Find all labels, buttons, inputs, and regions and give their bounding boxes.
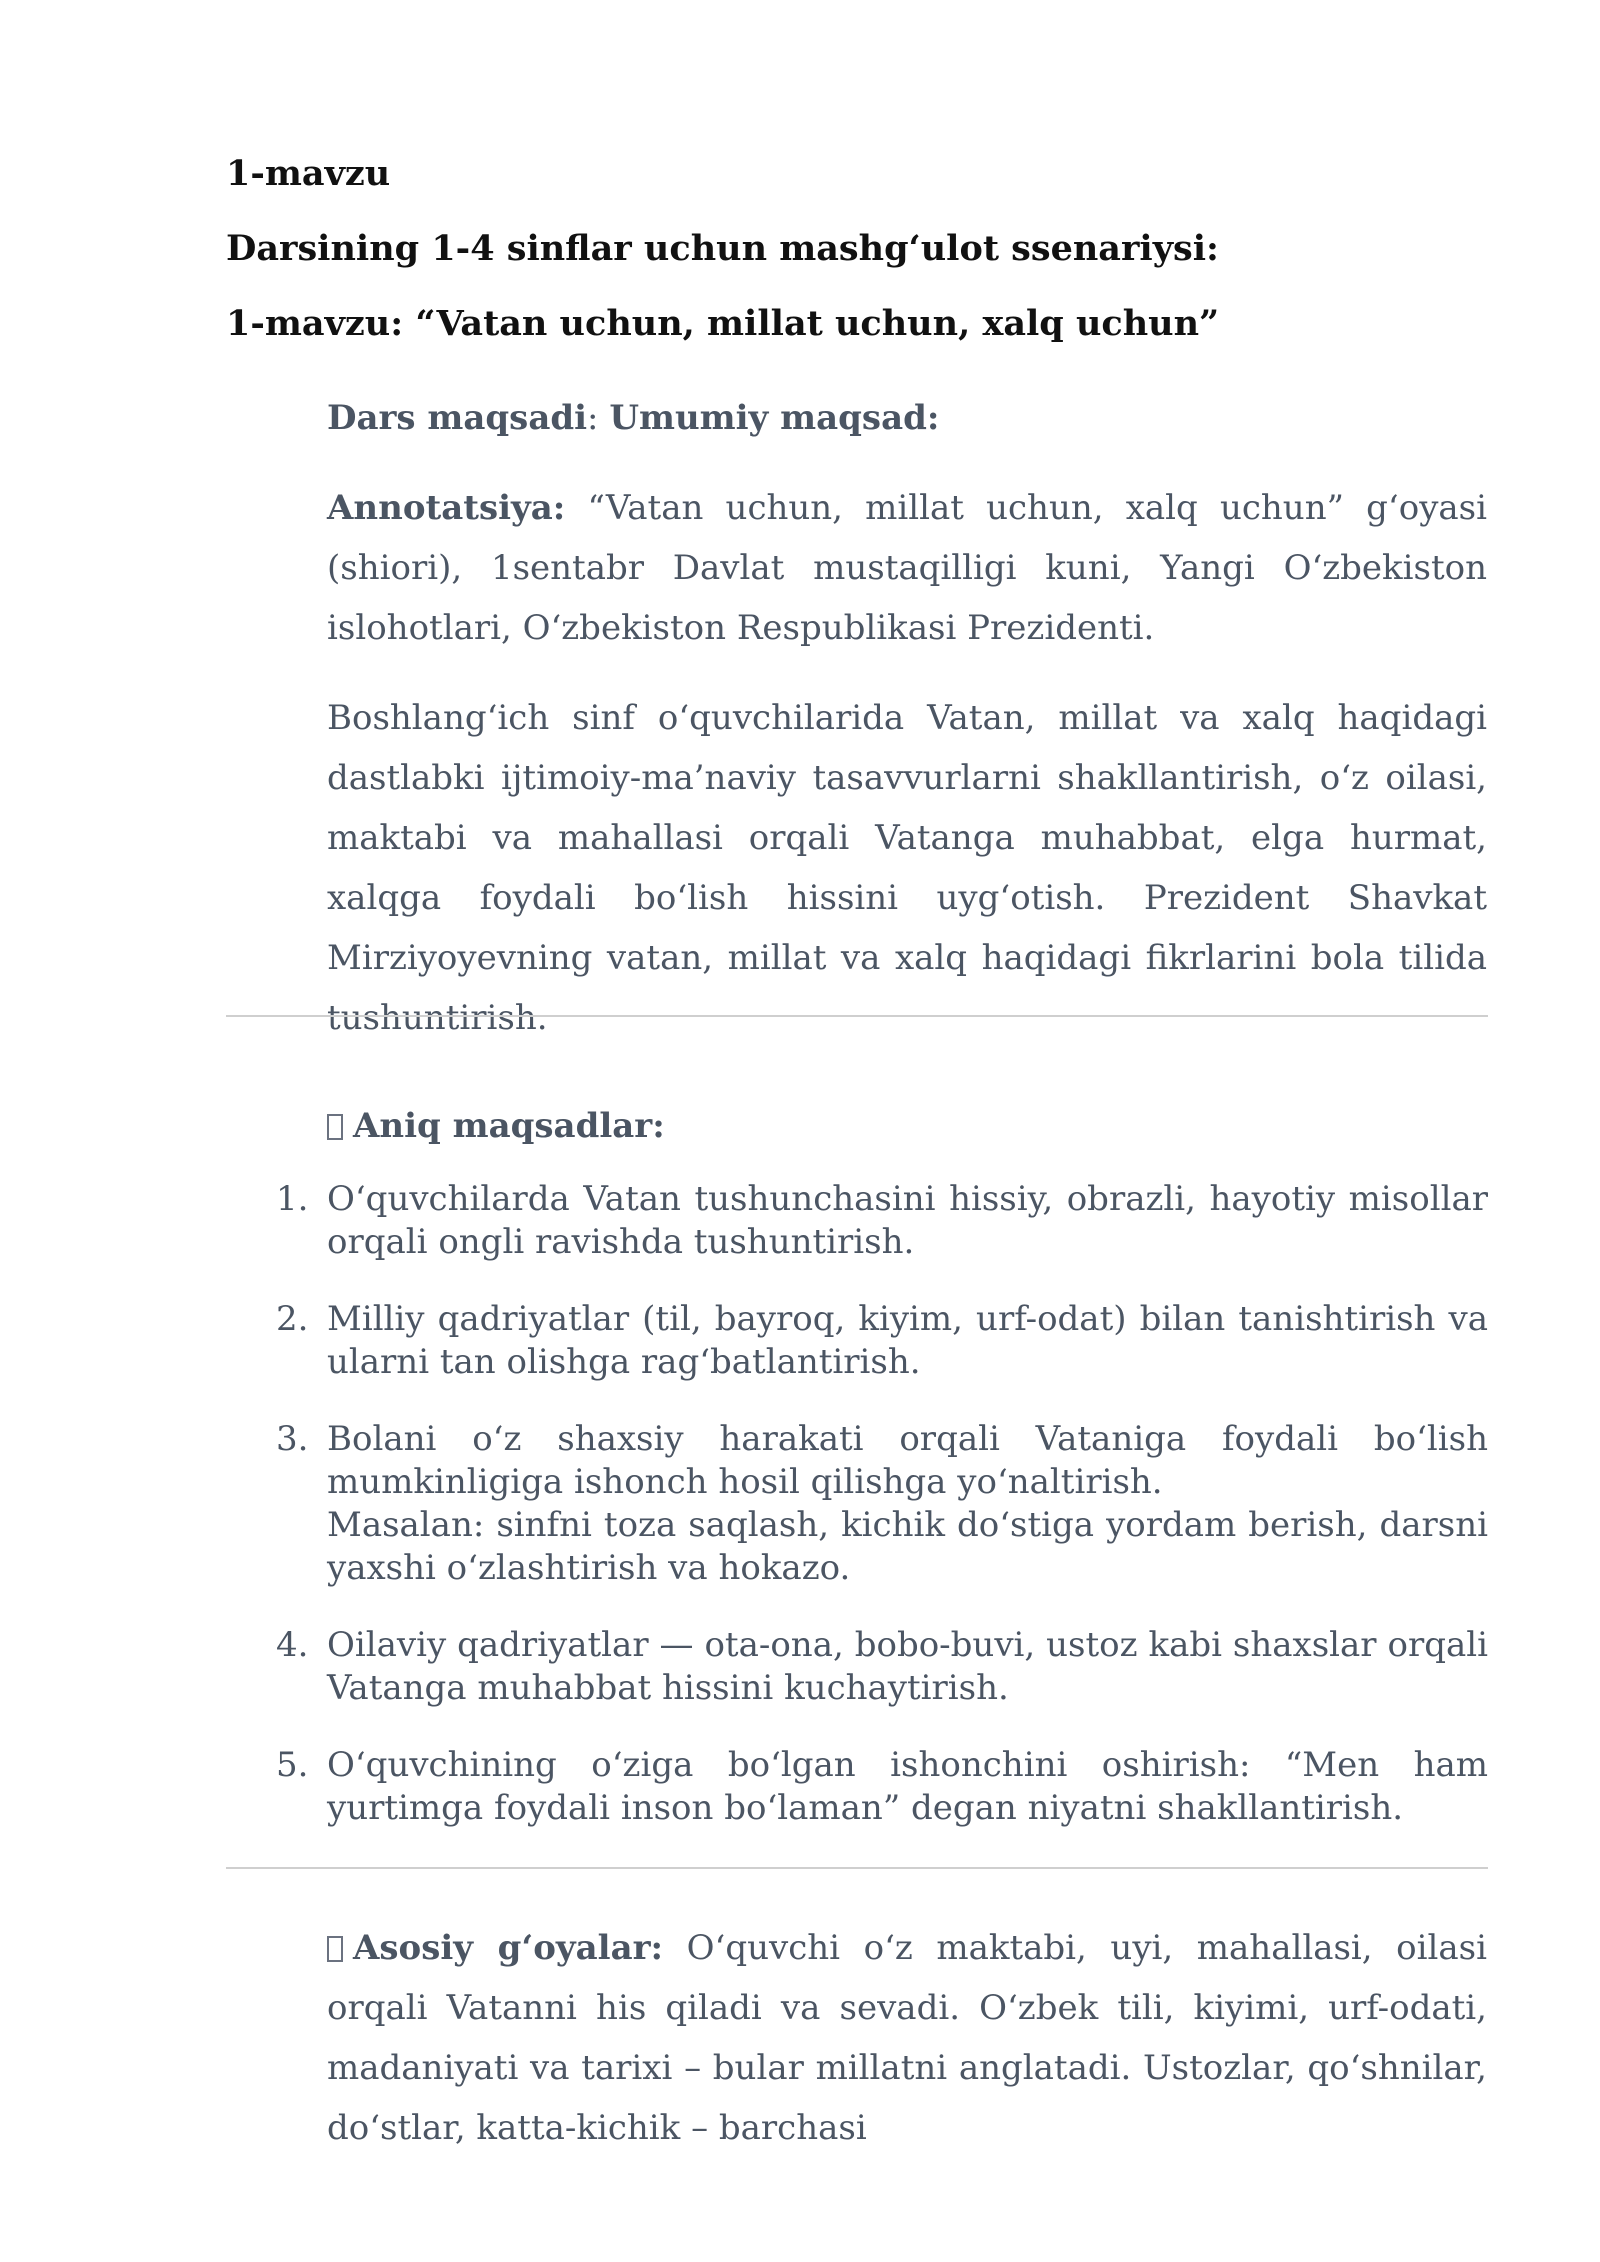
list-item-number: 2. [276,1299,309,1339]
list-item [226,1624,1488,1710]
annotation-text: “Vatan uchun, millat uchun, xalq uchun” g‘oyasi (shiori), 1sentabr Davlat mustaqilligi kuni, Yangi O‘zbekiston islohotlari, O‘zbekiston Respublikasi Prezidenti. [327,488,1487,648]
annotation-label: Annotatsiya: [327,488,566,528]
list-item [226,1418,1488,1590]
topic-number-heading: 1-mavzu [226,153,391,194]
general-goal-paragraph: Boshlang‘ich sinf o‘quvchilarida Vatan, millat va xalq haqidagi dastlabki ijtimoiy-ma’naviy tasavvurlarni shakllantirish, o‘z oilasi, maktabi va mahallasi orqali Vatanga muhabbat, elga hurmat, xalqga foydali bo‘lish hissini uyg‘otish. Prezident Shavkat Mirziyoyevning vatan, millat va xalq haqidagi fikrlarini bola tilida tushuntirish. [327,698,1487,1038]
specific-goals-list [226,1178,1488,1864]
specific-goals-label: Aniq maqsadlar: [353,1106,665,1146]
list-item-text: O‘quvchilarda Vatan tushunchasini hissiy, obrazli, hayotiy misollar orqali ongli ravishda tushuntirish. [327,1179,1488,1262]
specific-goals-heading [327,1096,665,1156]
missing-glyph-icon [327,1936,343,1962]
list-item-number: 5. [276,1745,309,1785]
list-item-text: Bolani o‘z shaxsiy harakati orqali Vataniga foydali bo‘lish mumkinligiga ishonch hosil qilishga yo‘naltirish. [327,1419,1488,1502]
list-item-text: O‘quvchining o‘ziga bo‘lgan ishonchini oshirish: “Men ham yurtimga foydali inson bo‘laman” degan niyatni shakllantirish. [327,1745,1488,1828]
main-ideas-label: Asosiy g‘oyalar: [353,1928,664,1968]
lesson-goal-label: Dars maqsadi [327,398,588,438]
missing-glyph-icon [327,1114,343,1140]
list-item-number: 4. [276,1625,309,1665]
lesson-goal-line [327,388,939,448]
general-goal-label: Umumiy maqsad: [609,398,940,438]
list-item [226,1298,1488,1384]
list-item-text: Oilaviy qadriyatlar — ota-ona, bobo-buvi, ustoz kabi shaxslar orqali Vatanga muhabbat hissini kuchaytirish. [327,1625,1488,1708]
topic-title-heading: 1-mavzu: “Vatan uchun, millat uchun, xalq uchun” [226,303,1220,344]
main-ideas-text: O‘quvchi o‘z maktabi, uyi, mahallasi, oilasi orqali Vatanni his qiladi va sevadi. O‘zbek tili, kiyimi, urf-odati, madaniyati va tarixi – bular millatni anglatadi. Ustozlar, qo‘shnilar, do‘stlar, katta-kichik – barchasi [327,1928,1487,2148]
section-divider [226,1015,1488,1017]
list-item [226,1178,1488,1264]
annotation-paragraph [327,478,1487,658]
list-item-number: 3. [276,1419,309,1459]
main-ideas-paragraph [327,1918,1487,2158]
list-item-number: 1. [276,1179,309,1219]
list-item [226,1744,1488,1830]
lesson-scenario-heading: Darsining 1-4 sinflar uchun mashg‘ulot ssenariysi: [226,228,1219,269]
section-divider [226,1867,1488,1869]
list-item-example: Masalan: sinfni toza saqlash, kichik do‘stiga yordam berish, darsni yaxshi o‘zlashtirish va hokazo. [327,1505,1488,1588]
lesson-goal-separator: : [587,398,610,438]
list-item-text: Milliy qadriyatlar (til, bayroq, kiyim, urf-odat) bilan tanishtirish va ularni tan olishga rag‘batlantirish. [327,1299,1488,1382]
